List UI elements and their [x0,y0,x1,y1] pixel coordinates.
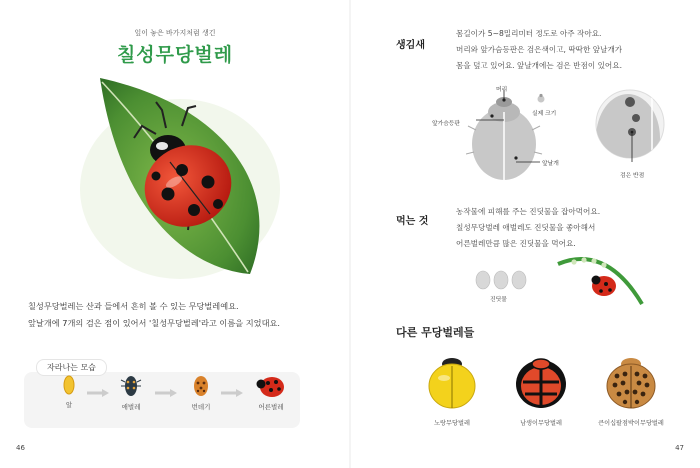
adult-ladybug-icon [256,374,286,398]
page-number-right: 47 [675,444,684,452]
label-forewing: 앞날개 [542,161,559,167]
label-spot: 검은 반점 [620,173,645,179]
intro-text [28,298,328,332]
species-yellow [407,352,497,427]
stage-pupa-label: 번데기 [191,403,211,411]
aphids-illustration [474,266,530,292]
stage-larva [106,374,156,411]
label-actual-size: 실제 크기 [532,111,557,117]
species-yellow-label: 노랑무당벌레 [434,420,470,427]
stage-pupa [176,374,226,411]
appearance-heading: 생김새 [396,40,425,51]
yellow-ladybug-illustration [422,352,482,410]
food-heading: 먹는 것 [396,216,429,227]
appearance-line-3: 몸을 덮고 있어요. 앞날개에는 검은 반점이 있어요. [456,61,623,70]
food-line-2: 칠성무당벌레 애벌레도 진딧물을 좋아해서 [456,223,596,232]
diagram-pointers [490,96,570,166]
pupa-icon [191,374,211,398]
intro-line-2: 앞날개에 7개의 검은 점이 있어서 '칠성무당벌레'라고 이름을 지었대요. [28,318,280,328]
label-pronotum: 앞가슴등판 [432,121,460,127]
stage-adult-label: 어른벌레 [258,403,284,411]
right-page [350,0,700,468]
page-title: 칠성무당벌레 [116,44,234,66]
spot-detail-diagram [592,88,668,172]
twenty-eight-spot-ladybug-illustration [601,352,661,410]
stage-adult [246,374,296,411]
page-number-left: 46 [16,444,25,452]
stage-larva-label: 애벌레 [121,403,141,411]
ladybug-eating-aphids-illustration [556,252,646,312]
species-28-spot-label: 큰이십팔점박이무당벌레 [598,420,664,427]
larva-icon [120,374,142,398]
species-28-spot [586,352,676,427]
food-line-1: 농작물에 피해를 주는 진딧물을 잡아먹어요. [456,207,601,216]
ladybug-on-leaf-illustration [70,64,285,282]
actual-size-ladybug-icon [536,93,546,103]
intro-line-1: 칠성무당벌레는 산과 들에서 흔히 볼 수 있는 무당벌레예요. [28,301,239,311]
food-text [456,204,686,252]
appearance-line-1: 몸길이가 5~8밀리미터 정도로 아주 작아요. [456,29,602,38]
growth-title: 자라나는 모습 [36,359,107,376]
egg-icon [62,374,76,396]
label-aphid: 진딧물 [490,297,507,303]
arrow-icon [220,388,244,398]
other-ladybugs-heading: 다른 무당벌레들 [396,326,475,339]
tortoise-ladybug-illustration [511,352,571,410]
species-tortoise [496,352,586,427]
food-line-3: 어른벌레만큼 많은 진딧물을 먹어요. [456,239,576,248]
species-tortoise-label: 남생이무당벌레 [520,420,562,427]
appearance-text [456,26,686,74]
page-subtitle: 잎이 놓은 바가지처럼 생긴 [134,29,216,37]
stage-egg-label: 알 [65,401,73,409]
appearance-line-2: 머리와 앞가슴등판은 검은색이고, 딱딱한 앞날개가 [456,45,623,54]
label-head: 머리 [496,87,508,93]
arrow-icon [154,388,178,398]
